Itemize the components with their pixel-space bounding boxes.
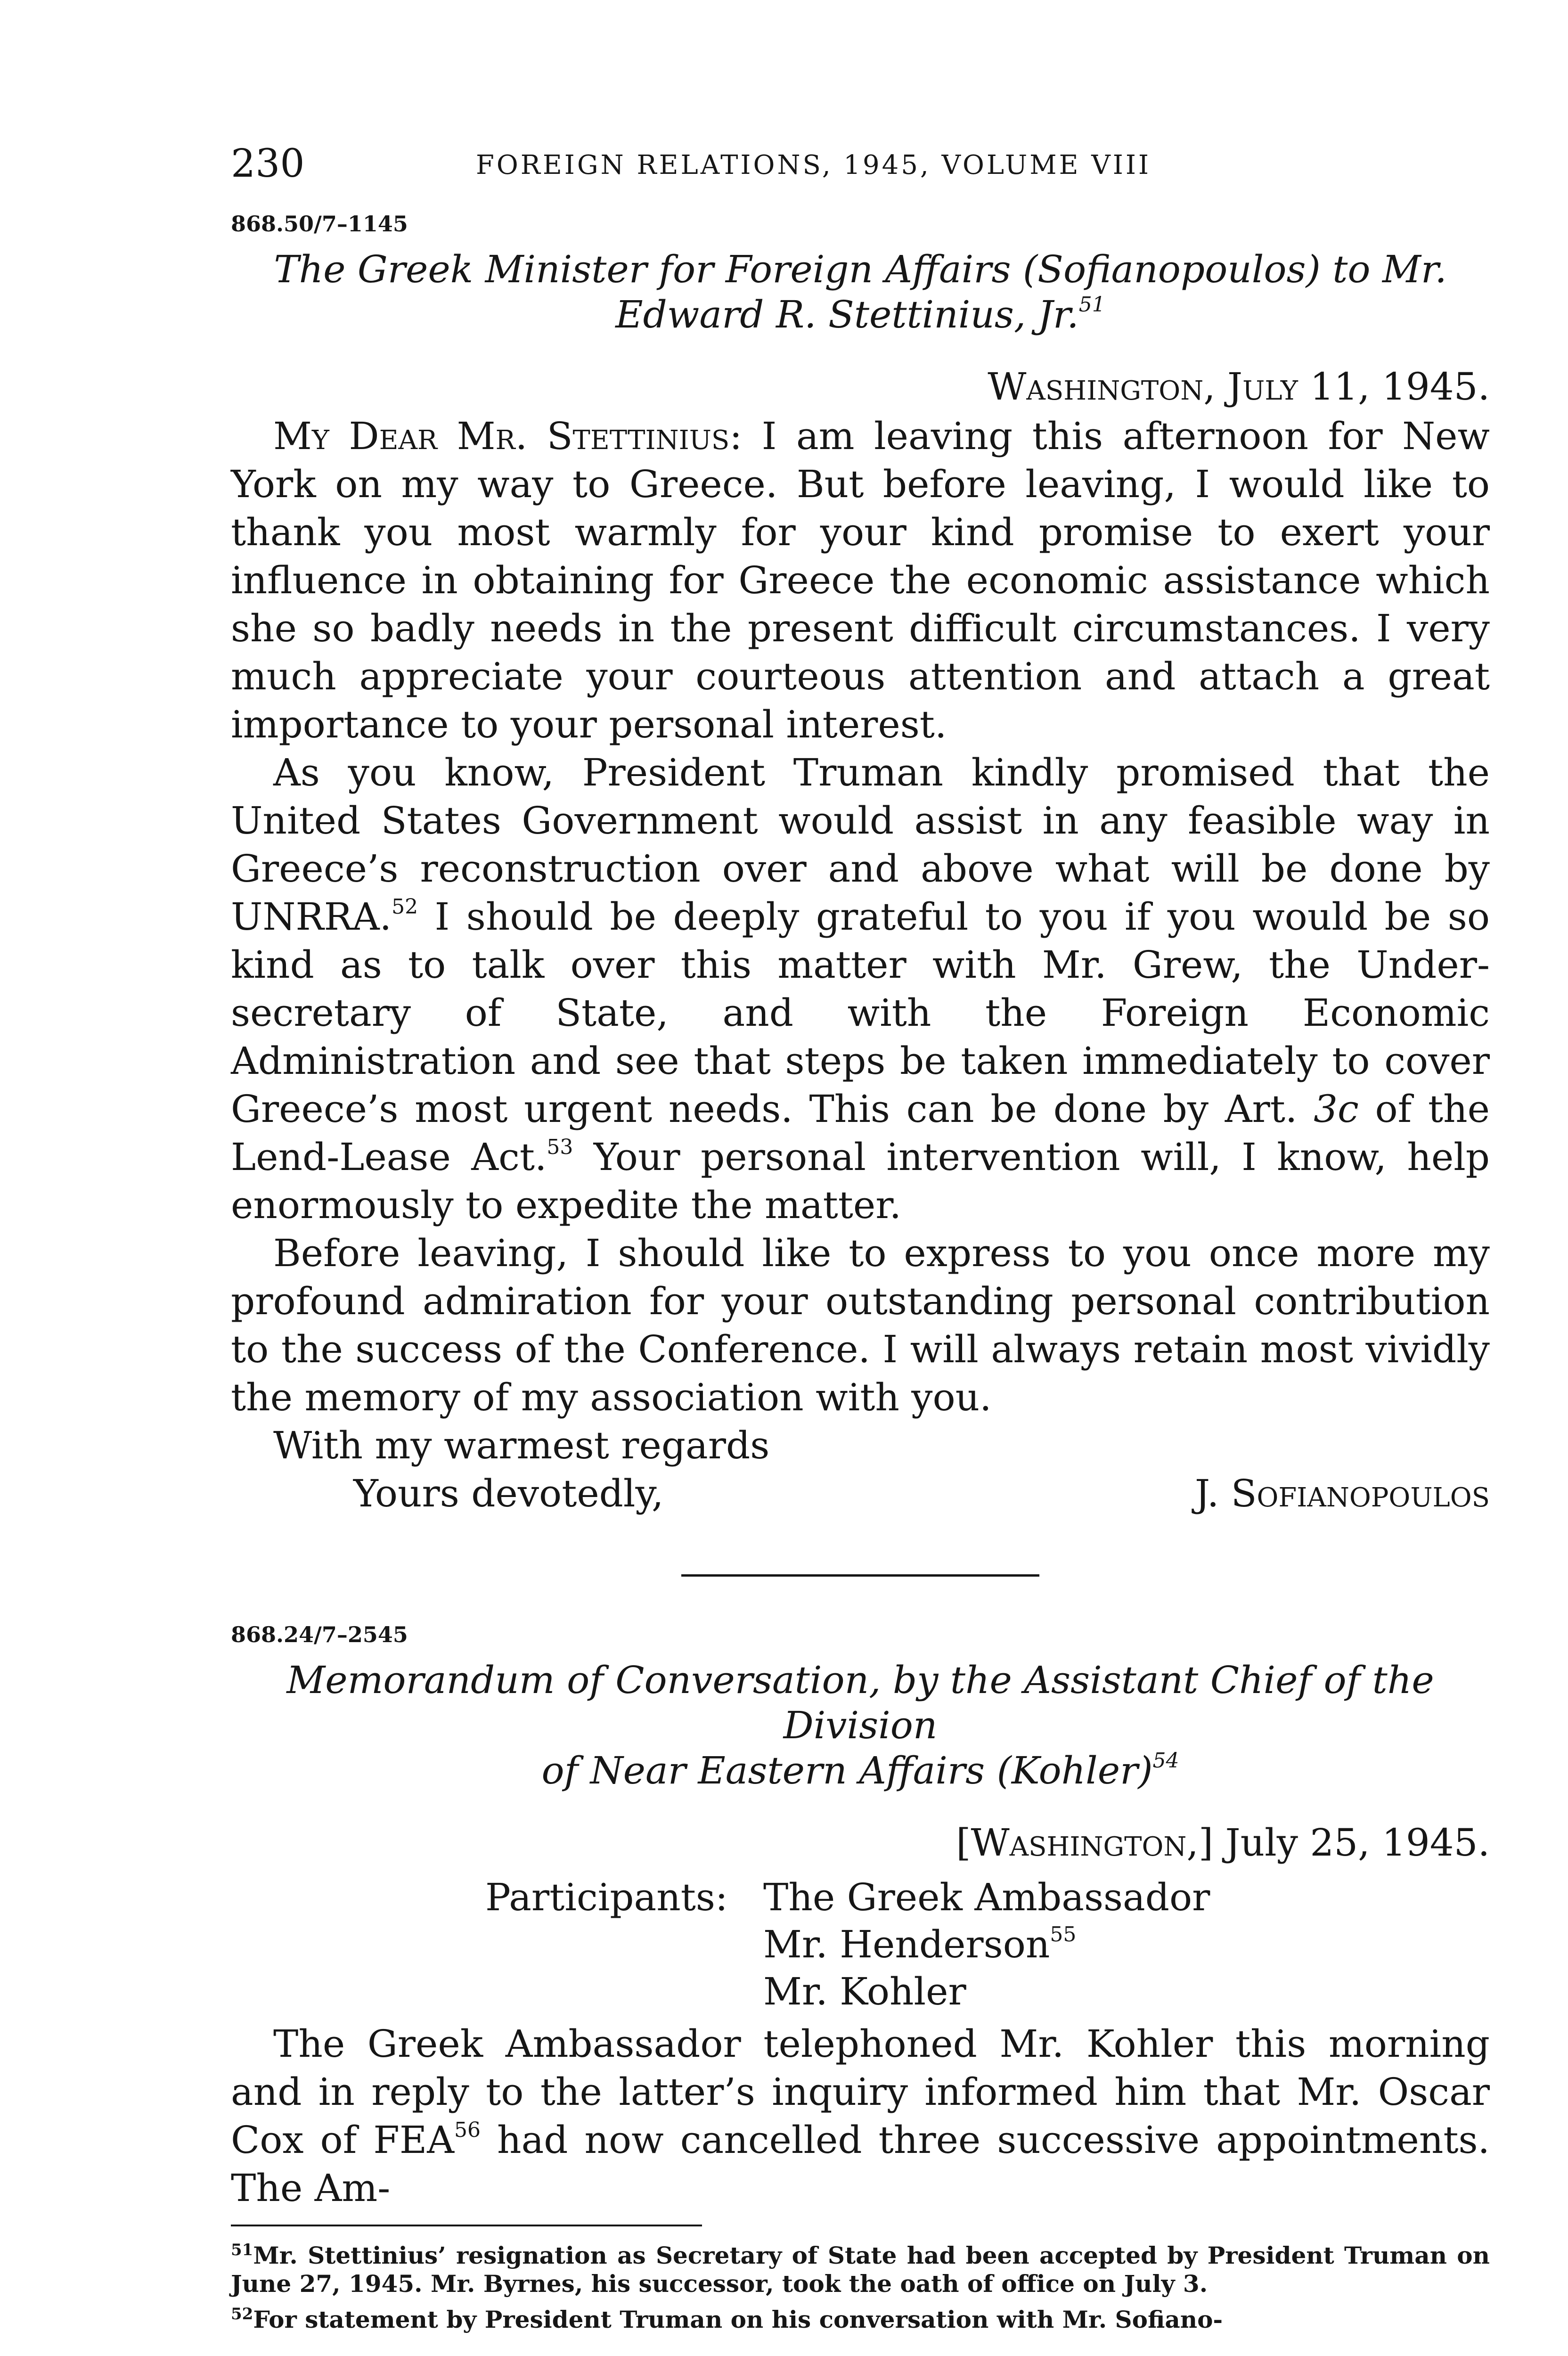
paragraph-text: As you know, President Truman kindly promised that the United States Government would assist in any feasible way in Greece’s reconstruction over and above what will be done by UNRRA. (231, 751, 1490, 939)
dateline-place: [Washington,] (956, 1821, 1214, 1865)
participants-label: Participants: (485, 1875, 728, 1919)
signature-row (231, 1470, 1490, 1518)
paragraph-text: had now cancelled three successive appointments. The Am- (231, 2118, 1490, 2210)
section-divider (681, 1574, 1039, 1577)
paragraph (231, 2020, 1490, 2212)
participant (763, 1921, 1210, 1968)
article-ref: 3c (1314, 1087, 1359, 1131)
footnote-number: 52 (231, 2305, 253, 2323)
footnote (231, 2236, 1490, 2298)
footnote-ref: 52 (392, 895, 418, 919)
closing (231, 1422, 1490, 1518)
title-line: The Greek Minister for Foreign Affairs (Sofianopoulos) to Mr. (274, 247, 1447, 291)
page-number: 230 (231, 141, 305, 186)
dateline: Washington, July 11, 1945. (988, 365, 1490, 409)
footnote-ref: 55 (1050, 1922, 1077, 1947)
file-number: 868.24/7–2545 (231, 1622, 408, 1647)
footnote-ref: 53 (547, 1135, 573, 1159)
paragraph-text: I am leaving this afternoon for New York on my way to Greece. But before leaving, I would like to thank you most warmly for your kind promise to exert your influence in obtaining for Greece the economic assistance which she so badly needs in the present difficult circumstances. I very much appreciate your courteous attention and attach a great importance to your personal interest. (231, 414, 1490, 746)
footnote-ref: 56 (454, 2118, 481, 2142)
paragraph-text: Your personal intervention will, I know, help enormously to expedite the matter. (231, 1135, 1490, 1227)
dateline-date: July 25, 1945. (1213, 1821, 1490, 1865)
page-header (231, 141, 1490, 198)
salutation: My Dear Mr. Stettinius: (273, 414, 743, 458)
running-title: FOREIGN RELATIONS, 1945, VOLUME VIII (476, 150, 1152, 180)
footnote-text: For statement by President Truman on his conversation with Mr. Sofiano- (253, 2306, 1223, 2333)
title-text: of Near Eastern Affairs (Kohler) (541, 1749, 1153, 1792)
title-line (231, 292, 1490, 337)
paragraph-text: The Greek Ambassador telephoned Mr. Kohler this morning and in reply to the latter’s inquiry informed him that Mr. Oscar Cox of FEA (231, 2022, 1490, 2162)
document-title (231, 1658, 1490, 1793)
footnote-ref: 54 (1152, 1749, 1179, 1773)
signature: J. Sofianopoulos (1194, 1472, 1490, 1515)
participants (231, 1874, 1490, 2020)
title-text: Edward R. Stettinius, Jr. (615, 293, 1079, 336)
valediction: Yours devotedly, (353, 1472, 664, 1515)
participant: Mr. Kohler (763, 1970, 966, 2013)
footnote-rule (231, 2225, 702, 2227)
participant: The Greek Ambassador (763, 1875, 1210, 1919)
participant-name: Mr. Henderson (763, 1922, 1050, 1966)
paragraph-text: of the Lend-Lease Act. (231, 1087, 1490, 1179)
participants-list (763, 1874, 1210, 2015)
paragraph-text: I should be deeply grateful to you if you would be so kind as to talk over this matter with Mr. Grew, the Under-secretary of State, and with the Foreign Economic Administration and see that steps be taken immediately to cover Greece’s most urgent needs. This can be done by Art. (231, 895, 1490, 1131)
closing-line: With my warmest regards (273, 1423, 770, 1467)
paragraph (231, 749, 1490, 1229)
document-page (231, 141, 1490, 2356)
footnote-text: Mr. Stettinius’ resignation as Secretary of State had been accepted by President Truman on June 27, 1945. Mr. Byrnes, his successor, took the oath of office on July 3. (231, 2241, 1490, 2298)
paragraph: Before leaving, I should like to express to you once more my profound admiration for your outstanding personal contribution to the success of the Conference. I will always retain most vividly the memory of my association with you. (231, 1231, 1490, 1419)
footnote-ref: 51 (1078, 293, 1105, 317)
file-number: 868.50/7–1145 (231, 211, 408, 237)
title-line: Memorandum of Conversation, by the Assistant Chief of the Division (286, 1658, 1434, 1747)
document-title (231, 247, 1490, 337)
dateline (231, 1821, 1490, 1865)
title-line (231, 1748, 1490, 1793)
footnote (231, 2300, 1490, 2334)
paragraph (231, 412, 1490, 749)
footnote-number: 51 (231, 2241, 253, 2259)
